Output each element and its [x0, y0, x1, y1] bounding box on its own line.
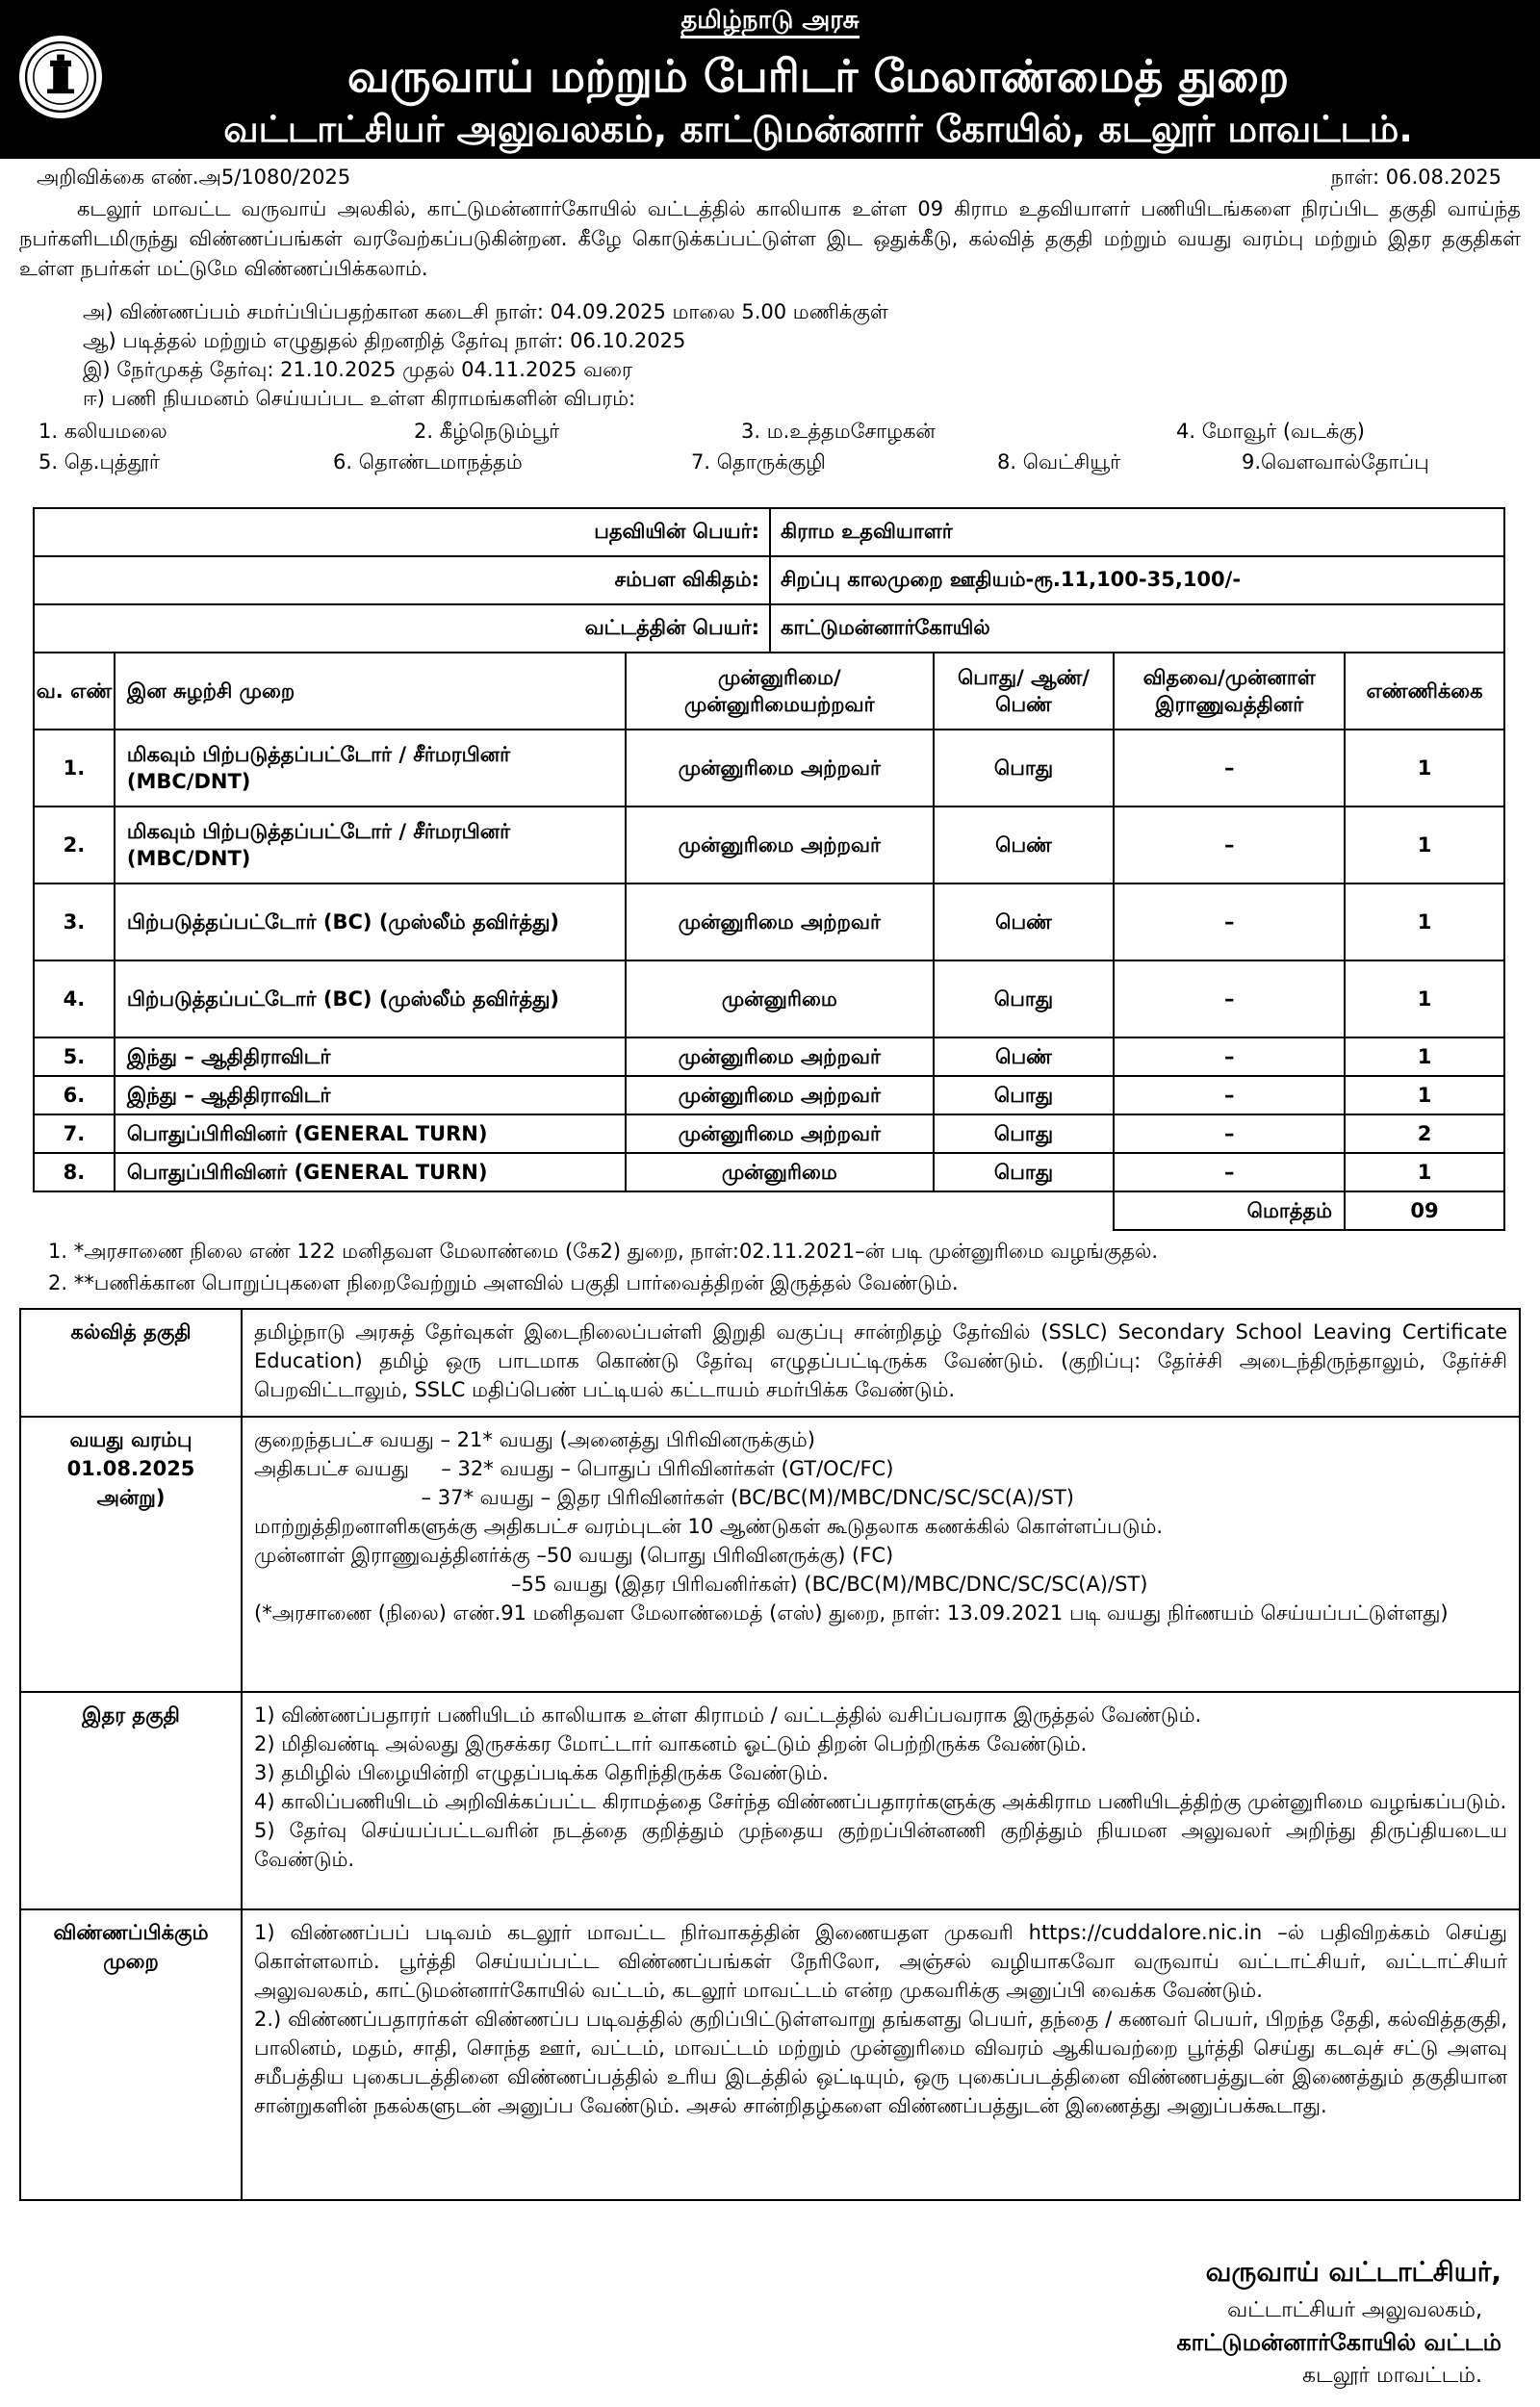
other-line: 5) தேர்வு செய்யப்பட்டவரின் நடத்தை குறித்தும் முந்தைய குற்றப்பின்னணி குறித்தும் நியமன அலுவலர் அறிந்து திருப்தியடைய வேண்டும்.: [254, 1819, 1507, 1871]
age-limit-title: வயது வரம்பு: [69, 1428, 192, 1451]
table-row: [20, 1692, 1520, 1909]
row-category: இந்து – ஆதிதிராவிடர்: [115, 1037, 626, 1076]
row-category: மிகவும் பிற்படுத்தப்பட்டோர் / சீர்மரபினர் (MBC/DNT): [115, 807, 626, 883]
row-gender: பொது: [934, 1076, 1115, 1114]
row-gender: பெண்: [934, 1037, 1115, 1076]
row-special: –: [1114, 960, 1345, 1037]
row-priority: முன்னுரிமை அற்றவர்: [626, 883, 934, 960]
signatory-taluk: காட்டுமன்னார்கோயில் வட்டம்: [1176, 2329, 1502, 2356]
age-limit-head: [20, 1417, 242, 1692]
row-priority: முன்னுரிமை: [626, 1153, 934, 1191]
signatory-title: வருவாய் வட்டாட்சியர்,: [1205, 2256, 1502, 2288]
table-row: [34, 508, 1504, 556]
row-count: 2: [1345, 1114, 1504, 1153]
row-count: 1: [1345, 1153, 1504, 1191]
table-row: [34, 1037, 1504, 1076]
row-serial: 2.: [34, 807, 115, 883]
notice-intro: கடலூர் மாவட்ட வருவாய் அலகில், காட்டுமன்னார்கோயில் வட்டத்தில் காலியாக உள்ள 09 கிராம உதவியாளர் பணியிடங்களை நிரப்பிட தகுதி வாய்ந்த நபர்களிடமிருந்து விண்ணப்பங்கள் வரவேற்கப்படுகின்றன. கீழே கொடுக்கப்பட்டுள்ள இட ஒதுக்கீடு, கல்வித் தகுதி மற்றும் வயது வரம்பு மற்றும் இதர தகுதிகள் உள்ள நபர்கள் மட்டுமே விண்ணப்பிக்கலாம்.: [19, 197, 1521, 280]
row-category: பொதுப்பிரிவினர் (GENERAL TURN): [115, 1114, 626, 1153]
apply-line: 1) விண்ணப்பப் படிவம் கடலூர் மாவட்ட நிர்வாகத்தின் இணையதள முகவரி https://cuddalore.nic.in –ல் பதிவிறக்கம் செய்து கொள்ளலாம். பூர்த்தி செய்யப்பட்ட விண்ணப்பங்கள் நேரிலோ, அஞ்சல் வழியாகவோ வருவாய் வட்டாட்சியர், வட்டாட்சியர் அலுவலகம், காட்டுமன்னார்கோயில் வட்டம், கடலூர் மாவட்டம் என்ற முகவரிக்கு அனுப்பி வைக்க வேண்டும்.: [254, 1921, 1507, 2002]
village-item: 1. கலியமலை: [38, 420, 167, 443]
other-line: 3) தமிழில் பிழையின்றி எழுதப்படிக்க தெரிந்திருக்க வேண்டும்.: [254, 1761, 829, 1784]
village-item: 9.வெளவால்தோப்பு: [1242, 450, 1429, 474]
age-line: மாற்றுத்திறனாளிகளுக்கு அதிகபட்ச வரம்புடன் 10 ஆண்டுகள் கூடுதலாக கணக்கில் கொள்ளப்படும்.: [254, 1515, 1164, 1538]
department-title: வருவாய் மற்றும் பேரிடர் மேலாண்மைத் துறை: [346, 50, 1290, 102]
apply-line: 2.) விண்ணப்பதாரர்கள் விண்ணப்ப படிவத்தில் குறிப்பிட்டுள்ளவாறு தங்களது பெயர், தந்தை / கணவர் பெயர், பிறந்த தேதி, கல்வித்தகுதி, பாலினம், மதம், சாதி, சொந்த ஊர், வட்டம், மாவட்டம் மற்றும் முன்னுரிமை விவரம் ஆகியவற்றை பூர்த்தி செய்து கடவுச் சட்டு அளவு சமீபத்திய புகைபடத்தினை விண்ணப்பத்தில் உரிய இடத்தில் ஒட்டியும், ஒரு புகைப்படத்தினை விண்ணபத்துடன் இணைத்தும் தகுதியான சான்றுகளின் நகல்களுடன் அனுப்ப வேண்டும். அசல் சான்றிதழ்களை விண்ணப்பத்துடன் இணைத்து அனுப்பக்கூடாது.: [254, 2008, 1507, 2117]
age-line: (*அரசாணை (நிலை) எண்.91 மனிதவள மேலாண்மைத் (எஸ்) துறை, நாள்: 13.09.2021 படி வயது நிர்ணயம் செய்யப்பட்டுள்ளது): [254, 1601, 1449, 1625]
village-item: 4. மோவூர் (வடக்கு): [1176, 420, 1365, 443]
schedule-item: ஈ) பணி நியமனம் செய்யப்பட உள்ள கிராமங்களின் விபரம்:: [83, 387, 636, 410]
pay-scale-label: சம்பள விகிதம்:: [34, 556, 770, 604]
row-priority: முன்னுரிமை அற்றவர்: [626, 730, 934, 807]
vacancy-table: [33, 652, 1505, 1231]
post-info-table: [33, 507, 1505, 653]
row-category: பிற்படுத்தப்பட்டோர் (BC) (முஸ்லீம் தவிர்த்து): [115, 883, 626, 960]
age-line: முன்னாள் இராணுவத்தினர்க்கு –50 வயது (பொது பிரிவினருக்கு) (FC): [254, 1544, 894, 1567]
post-name-label: பதவியின் பெயர்:: [34, 508, 770, 556]
pay-scale-value: சிறப்பு காலமுறை ஊதியம்-ரூ.11,100-35,100/-: [770, 556, 1504, 604]
header-special: விதவை/முன்னாள் இராணுவத்தினர்: [1114, 653, 1345, 730]
other-line: 2) மிதிவண்டி அல்லது இருசக்கர மோட்டார் வாகனம் ஓட்டும் திறன் பெற்றிருக்க வேண்டும்.: [254, 1732, 1088, 1755]
row-priority: முன்னுரிமை அற்றவர்: [626, 807, 934, 883]
apply-method-head: [20, 1909, 242, 2200]
header-category: இன சுழற்சி முறை: [115, 653, 626, 730]
post-name-value: கிராம உதவியாளர்: [770, 508, 1504, 556]
office-title: வட்டாட்சியர் அலுவலகம், காட்டுமன்னார் கோயில், கடலூர் மாவட்டம்.: [223, 108, 1413, 150]
row-serial: 3.: [34, 883, 115, 960]
row-category: பிற்படுத்தப்பட்டோர் (BC) (முஸ்லீம் தவிர்த்து): [115, 960, 626, 1037]
taluk-name-label: வட்டத்தின் பெயர்:: [34, 604, 770, 653]
table-total-row: [34, 1191, 1504, 1230]
header-banner: [0, 0, 1540, 159]
apply-method-title: விண்ணப்பிக்கும்: [53, 1921, 209, 1944]
header-count: எண்ணிக்கை: [1345, 653, 1504, 730]
row-category: பொதுப்பிரிவினர் (GENERAL TURN): [115, 1153, 626, 1191]
total-value: 09: [1345, 1191, 1504, 1230]
row-serial: 8.: [34, 1153, 115, 1191]
taluk-name-value: காட்டுமன்னார்கோயில்: [770, 604, 1504, 653]
note-item: 2. **பணிக்கான பொறுப்புகளை நிறைவேற்றும் அளவில் பகுதி பார்வைத்திறன் இருத்தல் வேண்டும்.: [48, 1271, 959, 1294]
education-head: கல்வித் தகுதி: [20, 1309, 242, 1417]
other-line: 4) காலிப்பணியிடம் அறிவிக்கப்பட்ட கிராமத்தை சேர்ந்த விண்ணப்பதாரர்களுக்கு அக்கிராம பணியிடத்திற்கு முன்னுரிமை வழங்கப்படும்.: [254, 1790, 1507, 1813]
age-line: குறைந்தபட்ச வயது – 21* வயது (அனைத்து பிரிவினருக்கும்): [254, 1428, 815, 1451]
notice-date: நாள்: 06.08.2025: [1330, 166, 1502, 189]
row-gender: பொது: [934, 1114, 1115, 1153]
row-gender: பொது: [934, 730, 1115, 807]
row-serial: 4.: [34, 960, 115, 1037]
row-count: 1: [1345, 807, 1504, 883]
table-row: [34, 807, 1504, 883]
total-spacer: [34, 1191, 1114, 1230]
apply-method-text: [242, 1909, 1520, 2200]
row-gender: பெண்: [934, 807, 1115, 883]
row-special: –: [1114, 883, 1345, 960]
row-gender: பொது: [934, 1153, 1115, 1191]
schedule-item: இ) நேர்முகத் தேர்வு: 21.10.2025 முதல் 04.11.2025 வரை: [83, 358, 632, 381]
table-row: [34, 1076, 1504, 1114]
row-special: –: [1114, 730, 1345, 807]
notice-number: அறிவிக்கை எண்.அ5/1080/2025: [37, 166, 351, 189]
row-serial: 7.: [34, 1114, 115, 1153]
other-qualification-text: [242, 1692, 1520, 1909]
schedule-item: ஆ) படித்தல் மற்றும் எழுதுதல் திறனறித் தேர்வு நாள்: 06.10.2025: [83, 329, 686, 352]
row-priority: முன்னுரிமை அற்றவர்: [626, 1114, 934, 1153]
signatory-office: வட்டாட்சியர் அலுவலகம்,: [1227, 2298, 1482, 2322]
row-special: –: [1114, 1037, 1345, 1076]
government-title: தமிழ்நாடு அரசு: [0, 6, 1540, 38]
age-limit-date: 01.08.2025 அன்று): [66, 1457, 195, 1509]
table-row: [34, 960, 1504, 1037]
table-row: [20, 1309, 1520, 1417]
row-priority: முன்னுரிமை: [626, 960, 934, 1037]
row-special: –: [1114, 1076, 1345, 1114]
table-row: [34, 1153, 1504, 1191]
qualification-table: [19, 1308, 1521, 2201]
other-line: 1) விண்ணப்பதாரர் பணியிடம் காலியாக உள்ள கிராமம் / வட்டத்தில் வசிப்பவராக இருத்தல் வேண்டும்.: [254, 1703, 1202, 1727]
village-item: 5. தெ.புத்தூர்: [38, 450, 160, 474]
village-item: 8. வெட்சியூர்: [997, 450, 1121, 474]
village-item: 7. தொருக்குழி: [691, 450, 826, 474]
village-item: 3. ம.உத்தமசோழகன்: [741, 420, 936, 443]
row-gender: பெண்: [934, 883, 1115, 960]
row-count: 1: [1345, 730, 1504, 807]
table-header-row: [34, 653, 1504, 730]
row-category: மிகவும் பிற்படுத்தப்பட்டோர் / சீர்மரபினர் (MBC/DNT): [115, 730, 626, 807]
row-serial: 1.: [34, 730, 115, 807]
village-item: 6. தொண்டமாநத்தம்: [333, 450, 523, 474]
row-serial: 5.: [34, 1037, 115, 1076]
note-item: 1. *அரசாணை நிலை எண் 122 மனிதவள மேலாண்மை (கே2) துறை, நாள்:02.11.2021–ன் படி முன்னுரிமை வழங்குதல்.: [48, 1240, 1159, 1263]
apply-method-subtitle: முறை: [103, 1950, 159, 1973]
header-gender: பொது/ ஆண்/பெண்: [934, 653, 1115, 730]
schedule-item: அ) விண்ணப்பம் சமர்ப்பிப்பதற்கான கடைசி நாள்: 04.09.2025 மாலை 5.00 மணிக்குள்: [83, 300, 888, 323]
table-row: [34, 883, 1504, 960]
row-special: –: [1114, 1153, 1345, 1191]
header-serial: வ. எண்: [34, 653, 115, 730]
other-qualification-head: இதர தகுதி: [20, 1692, 242, 1909]
age-line: – 37* வயது – இதர பிரிவினர்கள் (BC/BC(M)/MBC/DNC/SC/SC(A)/ST): [254, 1486, 1074, 1509]
row-gender: பொது: [934, 960, 1115, 1037]
age-line: அதிகபட்ச வயது – 32* வயது – பொதுப் பிரிவினர்கள் (GT/OC/FC): [254, 1457, 894, 1480]
age-limit-text: [242, 1417, 1520, 1692]
row-count: 1: [1345, 1076, 1504, 1114]
table-row: [34, 1114, 1504, 1153]
tamil-nadu-emblem-icon: [19, 36, 102, 118]
row-special: –: [1114, 807, 1345, 883]
row-count: 1: [1345, 1037, 1504, 1076]
table-row: [34, 604, 1504, 653]
education-text: தமிழ்நாடு அரசுத் தேர்வுகள் இடைநிலைப்பள்ளி இறுதி வகுப்பு சான்றிதழ் தேர்வில் (SSLC) Secondary School Leaving Certificate Education) தமிழ் ஒரு பாடமாக கொண்டு தேர்வு எழுதப்பட்டிருக்க வேண்டும். (குறிப்பு: தேர்ச்சி அடைந்திருந்தாலும், தேர்ச்சி பெறவிட்டாலும், SSLC மதிப்பெண் பட்டியல் கட்டாயம் சமர்பிக்க வேண்டும்.: [242, 1309, 1520, 1417]
total-label: மொத்தம்: [1114, 1191, 1345, 1230]
table-row: [34, 556, 1504, 604]
age-line: –55 வயது (இதர பிரிவனிர்கள்) (BC/BC(M)/MBC/DNC/SC/SC(A)/ST): [254, 1573, 1148, 1596]
row-count: 1: [1345, 883, 1504, 960]
table-row: [20, 1909, 1520, 2200]
row-priority: முன்னுரிமை அற்றவர்: [626, 1076, 934, 1114]
row-count: 1: [1345, 960, 1504, 1037]
row-special: –: [1114, 1114, 1345, 1153]
header-priority: முன்னுரிமை/ முன்னுரிமையற்றவர்: [626, 653, 934, 730]
signatory-district: கடலூர் மாவட்டம்.: [1302, 2364, 1482, 2388]
row-serial: 6.: [34, 1076, 115, 1114]
table-row: [34, 730, 1504, 807]
row-priority: முன்னுரிமை அற்றவர்: [626, 1037, 934, 1076]
table-row: [20, 1417, 1520, 1692]
row-category: இந்து – ஆதிதிராவிடர்: [115, 1076, 626, 1114]
village-item: 2. கீழ்நெடும்பூர்: [414, 420, 560, 443]
